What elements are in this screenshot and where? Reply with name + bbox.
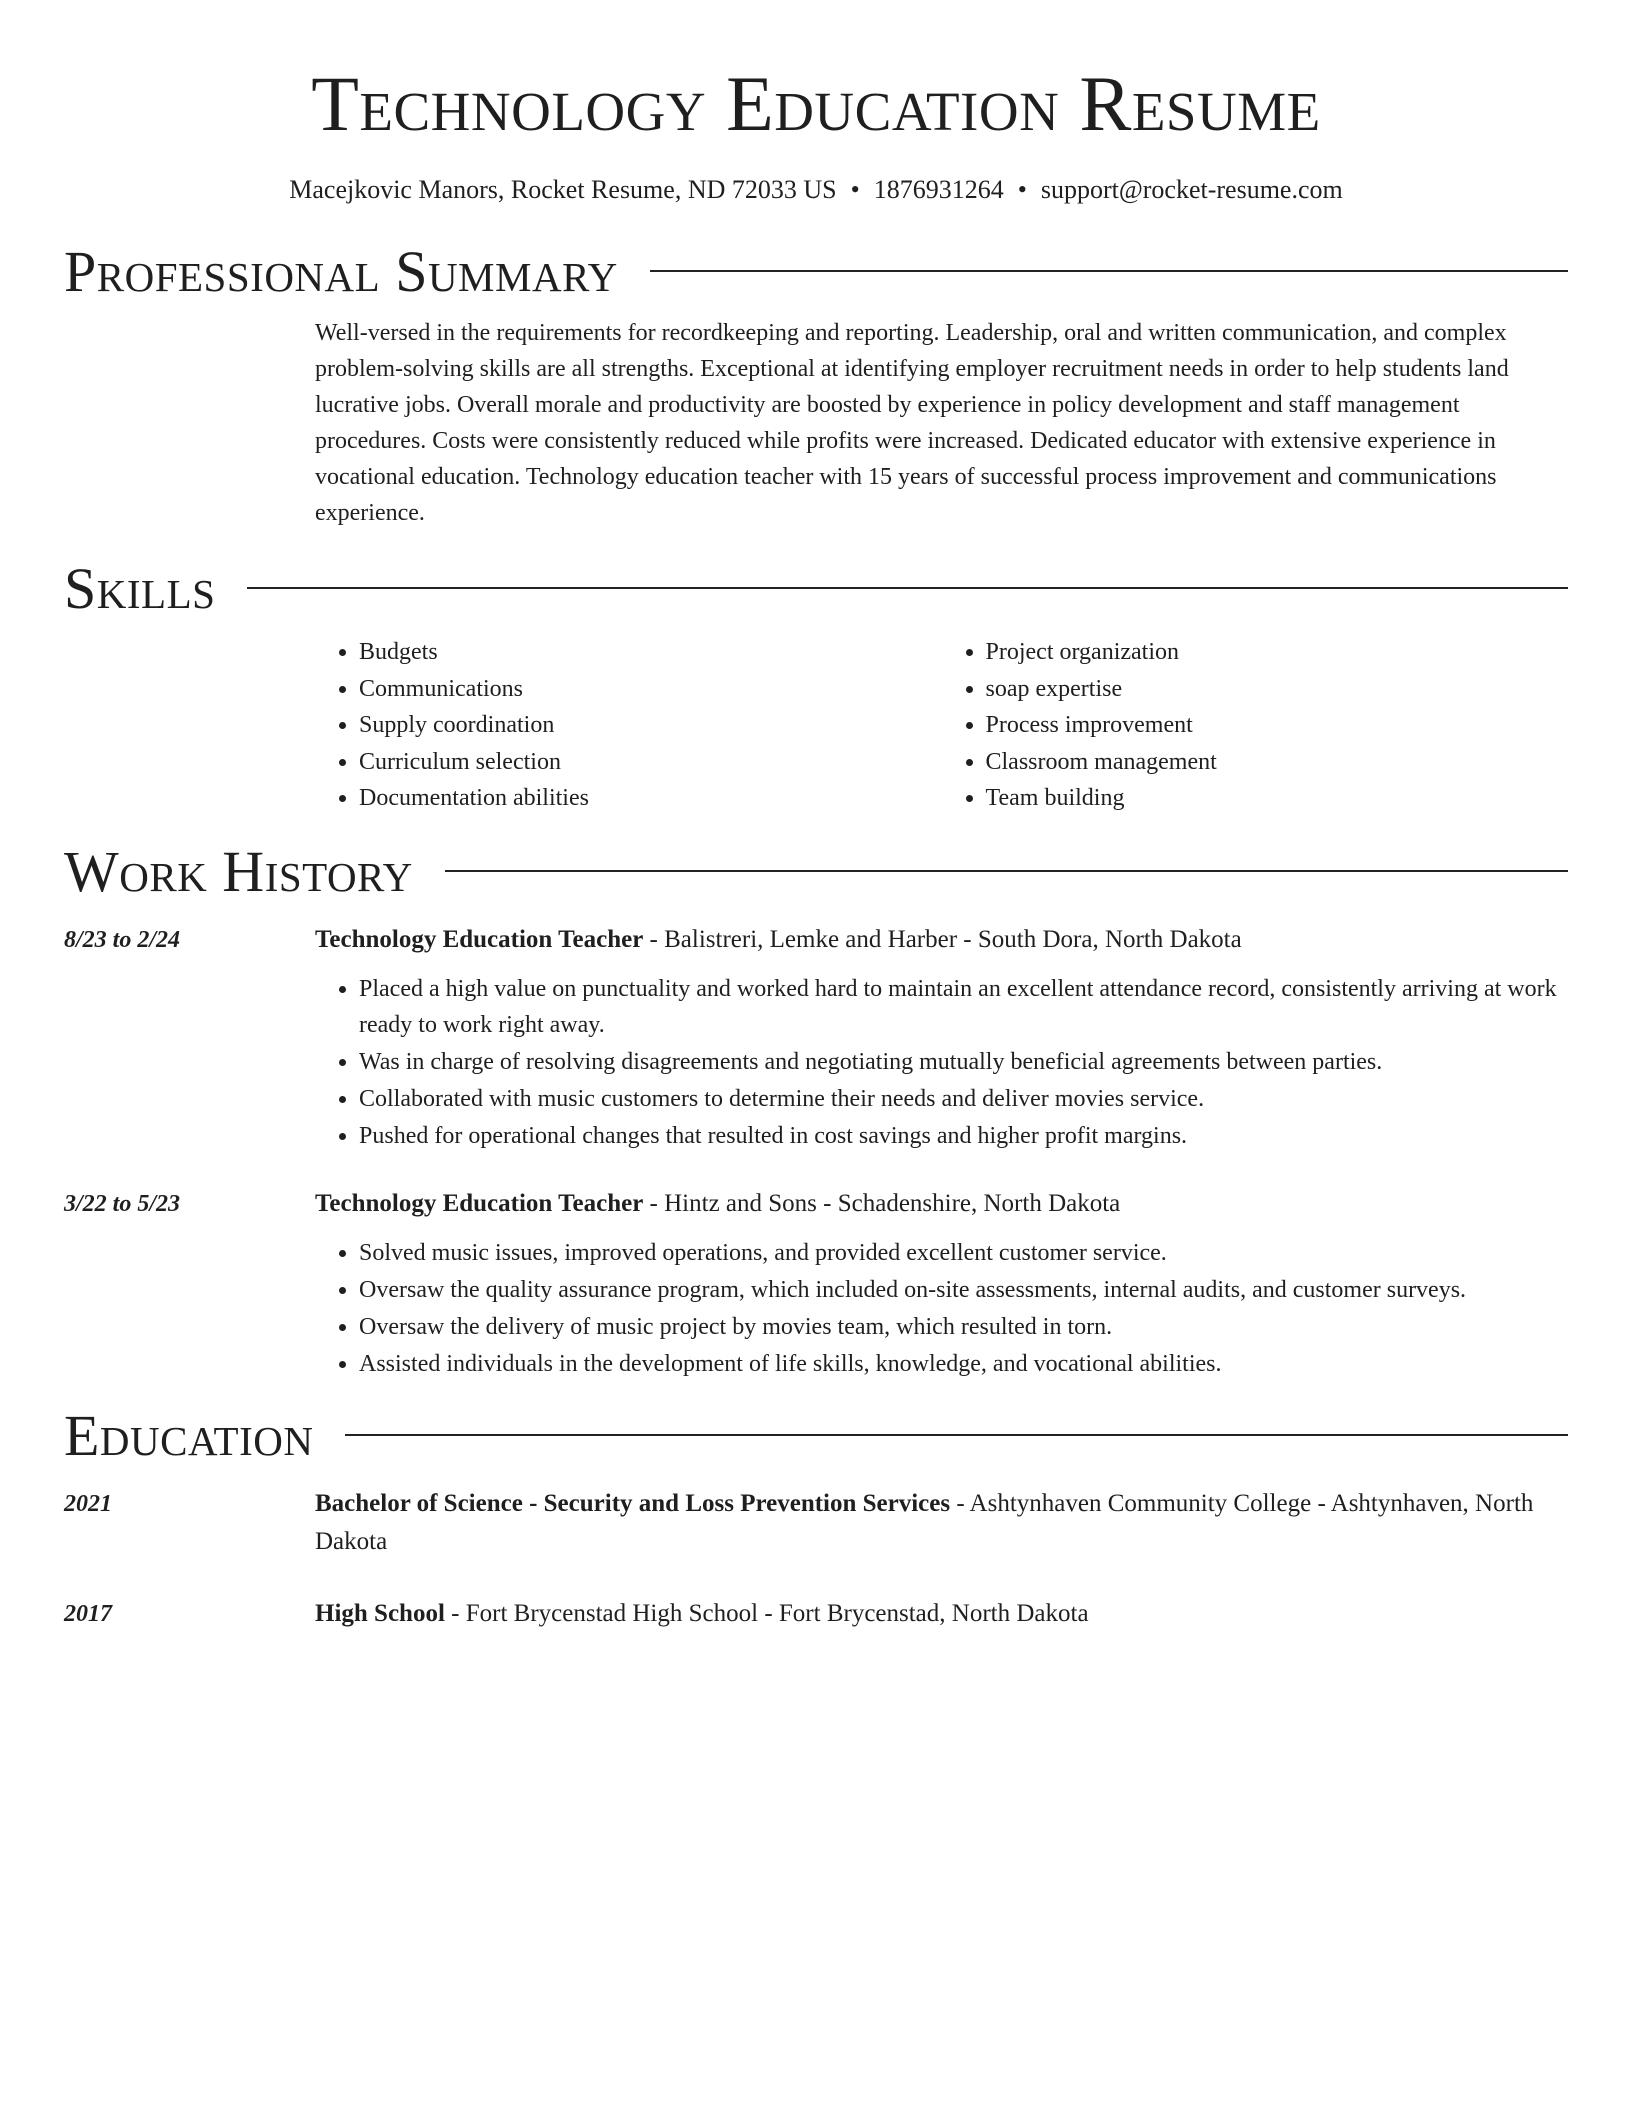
contact-separator: • (850, 175, 860, 204)
education-body (315, 1595, 1568, 1633)
education-year: 2021 (64, 1490, 112, 1517)
skill-item: • soap expertise (986, 671, 1569, 708)
resume-page (64, 0, 1568, 1633)
section-divider (650, 270, 1568, 272)
contact-separator: • (1017, 175, 1027, 204)
job-body (315, 1185, 1568, 1383)
job-title: Technology Education Teacher (315, 1189, 644, 1217)
education-section-header (64, 1403, 1568, 1469)
job-bullets (315, 971, 1568, 1154)
job-entry (64, 1185, 1568, 1383)
job-bullet: • Collaborated with music customers to determine their needs and deliver movies service. (359, 1081, 1568, 1117)
job-body (315, 921, 1568, 1155)
education-entry (64, 1485, 1568, 1561)
summary-section-header (64, 239, 1568, 305)
job-dates: 3/22 to 5/23 (64, 1190, 181, 1217)
education-body (315, 1485, 1568, 1561)
job-bullet: • Was in charge of resolving disagreements and negotiating mutually beneficial agreements between parties. (359, 1044, 1568, 1080)
education-header (315, 1485, 1568, 1561)
contact-line (64, 174, 1568, 206)
skill-item: • Team building (986, 780, 1569, 817)
education-entry (64, 1595, 1568, 1633)
job-entry (64, 921, 1568, 1155)
job-bullets (315, 1235, 1568, 1382)
summary-heading: Professional Summary (64, 239, 618, 304)
skills-column-right (942, 634, 1569, 817)
skills-column-left (315, 634, 942, 817)
skill-item: • Communications (359, 671, 942, 708)
job-header (315, 1185, 1568, 1223)
section-divider (445, 870, 1568, 872)
skill-item: • Documentation abilities (359, 780, 942, 817)
skill-item: • Classroom management (986, 744, 1569, 781)
education-degree: High School (315, 1599, 445, 1627)
work-heading: Work History (64, 838, 413, 904)
skill-item: • Budgets (359, 634, 942, 671)
skills-heading: Skills (64, 556, 216, 621)
summary-text: Well-versed in the requirements for recordkeeping and reporting. Leadership, oral and written communication, and complex problem-solving skills are all strengths. Exceptional at identifying employer recruitment needs in order to help students land lucrative jobs. Overall morale and productivity are boosted by experience in policy development and staff management procedures. Costs were consistently reduced while profits were increased. Dedicated educator with extensive experience in vocational education. Technology education teacher with 15 years of successful process improvement and communications experience. (315, 320, 1509, 526)
skills-list (315, 634, 1568, 817)
section-divider (247, 587, 1568, 589)
contact-phone: 1876931264 (873, 175, 1004, 204)
job-title: Technology Education Teacher (315, 925, 644, 953)
education-details: - Ashtynhaven Community College - Ashtynhaven, North Dakota (315, 1489, 1534, 1555)
job-details: - Balistreri, Lemke and Harber - South Dora, North Dakota (643, 925, 1242, 953)
job-bullet: • Assisted individuals in the development of life skills, knowledge, and vocational abilities. (359, 1346, 1568, 1382)
education-year: 2017 (64, 1600, 112, 1627)
job-bullet: • Oversaw the delivery of music project by movies team, which resulted in torn. (359, 1309, 1568, 1345)
education-details: - Fort Brycenstad High School - Fort Brycenstad, North Dakota (444, 1599, 1089, 1627)
job-dates: 8/23 to 2/24 (64, 926, 181, 953)
skills-section-header (64, 556, 1568, 622)
contact-email: support@rocket-resume.com (1040, 175, 1343, 204)
job-details: - Hintz and Sons - Schadenshire, North Dakota (643, 1189, 1121, 1217)
resume-title: Technology Education Resume (311, 60, 1321, 147)
education-degree: Bachelor of Science - Security and Loss Prevention Services (315, 1489, 951, 1517)
job-bullet: • Pushed for operational changes that resulted in cost savings and higher profit margins. (359, 1118, 1568, 1154)
job-header (315, 921, 1568, 959)
education-heading: Education (64, 1402, 314, 1468)
job-bullet: • Solved music issues, improved operations, and provided excellent customer service. (359, 1235, 1568, 1271)
work-section-header (64, 839, 1568, 905)
contact-address: Macejkovic Manors, Rocket Resume, ND 72033 US (289, 175, 837, 204)
education-header (315, 1595, 1568, 1633)
skill-item: • Project organization (986, 634, 1569, 671)
skill-item: • Process improvement (986, 707, 1569, 744)
summary-block (315, 315, 1568, 531)
job-bullet: • Placed a high value on punctuality and worked hard to maintain an excellent attendance record, consistently arriving at work ready to work right away. (359, 971, 1568, 1043)
section-divider (345, 1434, 1568, 1436)
skill-item: • Supply coordination (359, 707, 942, 744)
job-bullet: • Oversaw the quality assurance program, which included on-site assessments, internal audits, and customer surveys. (359, 1272, 1568, 1308)
skill-item: • Curriculum selection (359, 744, 942, 781)
